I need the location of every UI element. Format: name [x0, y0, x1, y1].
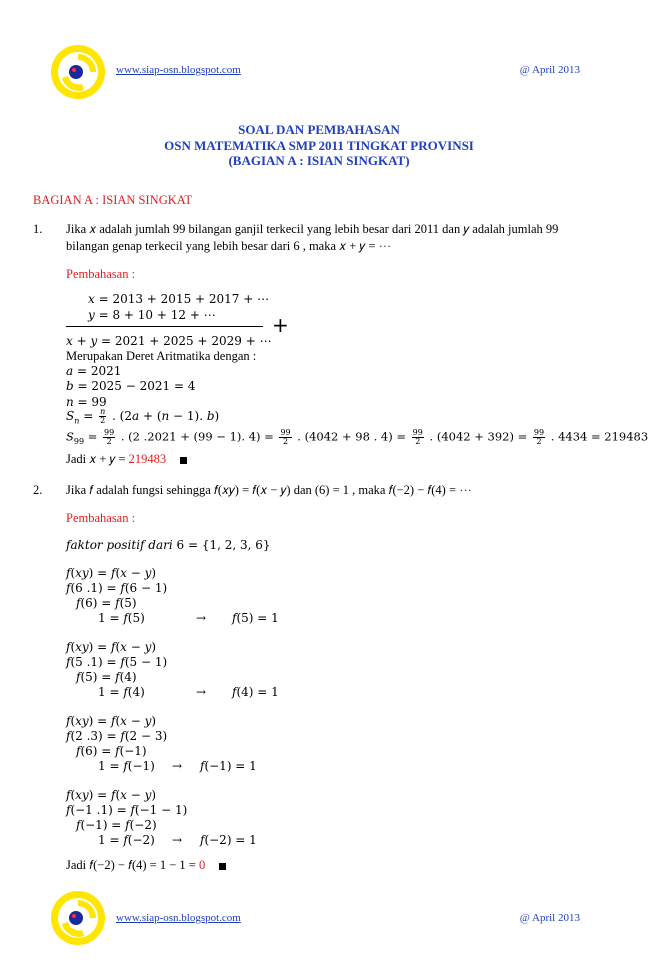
q1-answer-value: 219483: [128, 452, 167, 466]
q1-y-series: 𝑦 = 8 + 10 + 12 + ⋯: [88, 308, 216, 322]
q2-b2-line1: 𝑓(𝑥𝑦) = 𝑓(𝑥 − 𝑦): [66, 640, 157, 654]
s99-part2: . (4042 + 98 . 4) =: [293, 429, 410, 444]
end-mark-icon: [180, 457, 187, 464]
section-heading: BAGIAN A : ISIAN SINGKAT: [33, 193, 193, 207]
q2-b1-line3: 𝑓(6) = 𝑓(5): [76, 596, 137, 610]
frac-num: 99: [412, 428, 423, 437]
q2-b2-line4: 1 = 𝑓(4): [98, 685, 145, 699]
q2-b3-result: 𝑓(−1) = 1: [200, 759, 257, 773]
frac-den: 2: [283, 437, 289, 446]
q2-pembahasan-label: Pembahasan :: [66, 511, 136, 525]
q2-b1-line4: 1 = 𝑓(5): [98, 611, 145, 625]
doc-title-line3: (BAGIAN A : ISIAN SINGKAT): [228, 153, 410, 168]
q1-text-line2: bilangan genap terkecil yang lebih besar dari 6 , maka 𝑥 + 𝑦 = ⋯: [66, 239, 392, 253]
frac-den: 2: [536, 437, 542, 446]
q1-s99-calc: [66, 429, 648, 446]
plus-sign: +: [272, 313, 289, 337]
arrow-icon: →: [172, 833, 183, 847]
q1-answer: [66, 452, 187, 467]
s99-part3: . (4042 + 392) =: [425, 429, 531, 444]
footer-date: @ April 2013: [519, 912, 580, 924]
sum-line: [66, 326, 263, 327]
s99-fraction-1: [103, 429, 115, 446]
q2-answer: [66, 858, 226, 873]
q2-b4-line4: 1 = 𝑓(−2): [98, 833, 155, 847]
q2-b4-result: 𝑓(−2) = 1: [200, 833, 257, 847]
q2-b2-result: 𝑓(4) = 1: [232, 685, 279, 699]
q2-text-line1: Jika 𝑓 adalah fungsi sehingga 𝑓(𝑥𝑦) = 𝑓(𝑥 − 𝑦) dan (6) = 1 , maka 𝑓(−2) − 𝑓(4) = ⋯: [66, 483, 472, 497]
site-logo-icon: [50, 44, 106, 100]
q2-faktor-text: 𝑓𝑎𝑘𝑡𝑜𝑟 𝑝𝑜𝑠𝑖𝑡𝑖𝑓 𝑑𝑎𝑟𝑖 6 = {1, 2, 3, 6}: [66, 538, 271, 552]
footer-logo-icon: [50, 890, 106, 946]
q1-text-line1: Jika 𝑥 adalah jumlah 99 bilangan ganjil terkecil yang lebih besar dari 2011 dan 𝑦 adalah jumlah 99: [66, 222, 559, 236]
q2-b1-result: 𝑓(5) = 1: [232, 611, 279, 625]
q1-x-series: 𝑥 = 2013 + 2015 + 2017 + ⋯: [88, 292, 270, 306]
q2-answer-value: 0: [198, 858, 206, 872]
arrow-icon: →: [196, 685, 207, 699]
q1-answer-label: Jadi 𝑥 + 𝑦 =: [66, 452, 129, 466]
q2-b1-line1: 𝑓(𝑥𝑦) = 𝑓(𝑥 − 𝑦): [66, 566, 157, 580]
sn-subscript: 𝑛: [74, 416, 80, 426]
arrow-icon: →: [196, 611, 207, 625]
q2-b3-line3: 𝑓(6) = 𝑓(−1): [76, 744, 147, 758]
q2-number: 2.: [33, 483, 43, 497]
arrow-icon: →: [172, 759, 183, 773]
s99-fraction-2: [279, 429, 291, 446]
q2-b2-line2: 𝑓(5 .1) = 𝑓(5 − 1): [66, 655, 168, 669]
q1-a-value: 𝑎 = 2021: [66, 364, 122, 378]
sn-rest: . (2𝑎 + (𝑛 − 1). 𝑏): [108, 409, 220, 423]
q1-deret-text: Merupakan Deret Aritmatika dengan :: [66, 349, 257, 363]
footer-link[interactable]: www.siap-osn.blogspot.com: [116, 912, 241, 924]
sn-fraction: [99, 408, 106, 425]
q1-b-value: 𝑏 = 2025 − 2021 = 4: [66, 379, 196, 393]
frac-den: 2: [415, 437, 421, 446]
q1-n-value: 𝑛 = 99: [66, 395, 107, 409]
q2-answer-label: Jadi 𝑓(−2) − 𝑓(4) = 1 − 1 =: [66, 858, 199, 872]
q1-sn-formula: [66, 408, 219, 425]
q2-b3-line2: 𝑓(2 .3) = 𝑓(2 − 3): [66, 729, 168, 743]
s99-fraction-4: [533, 429, 545, 446]
frac-den: 2: [106, 437, 112, 446]
sn-frac-den: 2: [100, 416, 106, 425]
frac-num: 99: [533, 428, 545, 437]
q2-b1-line2: 𝑓(6 .1) = 𝑓(6 − 1): [66, 581, 168, 595]
s99-part4: . 4434 = 219483: [547, 429, 648, 444]
header-date: @ April 2013: [519, 64, 580, 76]
q2-b2-line3: 𝑓(5) = 𝑓(4): [76, 670, 137, 684]
s99-equals: =: [84, 429, 102, 444]
q2-b4-line2: 𝑓(−1 .1) = 𝑓(−1 − 1): [66, 803, 188, 817]
end-mark-icon: [219, 863, 226, 870]
q1-number: 1.: [33, 222, 43, 236]
frac-num: 99: [280, 428, 291, 437]
q2-b4-line1: 𝑓(𝑥𝑦) = 𝑓(𝑥 − 𝑦): [66, 788, 157, 802]
sn-equals: =: [79, 409, 98, 423]
frac-num: 99: [104, 428, 115, 437]
q2-b4-line3: 𝑓(−1) = 𝑓(−2): [76, 818, 157, 832]
sn-symbol: 𝑆: [66, 409, 75, 423]
s99-part1: . (2 .2021 + (99 − 1). 4) =: [117, 429, 278, 444]
doc-title-line2: OSN MATEMATIKA SMP 2011 TINGKAT PROVINSI: [164, 138, 474, 153]
sn-frac-num: 𝑛: [100, 407, 106, 416]
doc-title-line1: SOAL DAN PEMBAHASAN: [238, 122, 400, 137]
s99-subscript: 99: [73, 436, 85, 446]
s99-fraction-3: [412, 429, 424, 446]
q1-pembahasan-label: Pembahasan :: [66, 267, 136, 281]
q1-sum-series: 𝑥 + 𝑦 = 2021 + 2025 + 2029 + ⋯: [66, 334, 272, 348]
header-link[interactable]: www.siap-osn.blogspot.com: [116, 64, 241, 76]
q2-b3-line4: 1 = 𝑓(−1): [98, 759, 155, 773]
q2-b3-line1: 𝑓(𝑥𝑦) = 𝑓(𝑥 − 𝑦): [66, 714, 157, 728]
s99-symbol: 𝑆: [66, 429, 74, 444]
